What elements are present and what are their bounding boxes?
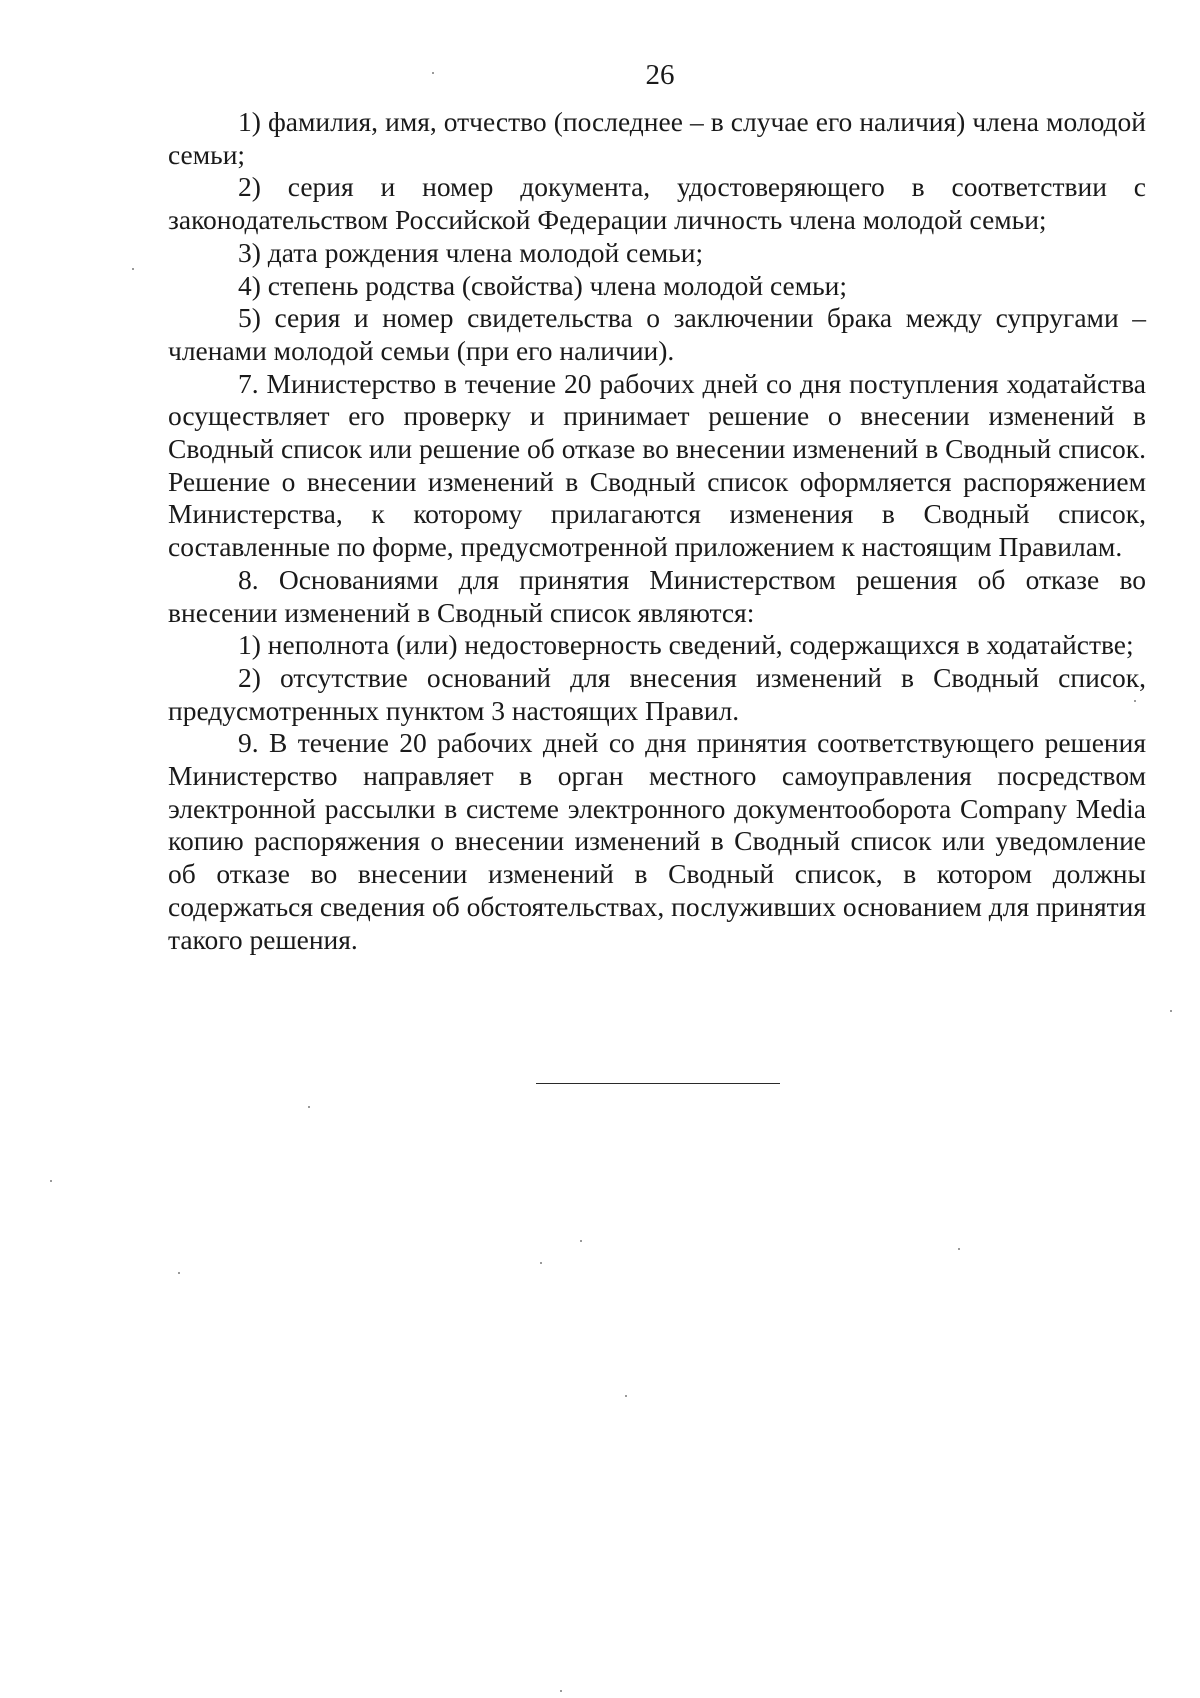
scan-speck [432,72,434,74]
scan-speck [958,1248,960,1250]
document-body [168,106,1146,956]
scan-speck [560,1690,562,1692]
clause-8-item-2: 2) отсутствие оснований для внесения изменений в Сводный список, предусмотренных пунктом 3 настоящих Правил. [168,661,1146,726]
clause-8-item-1: 1) неполнота (или) недостоверность сведений, содержащихся в ходатайстве; [238,629,1134,661]
list-item-full-name: 1) фамилия, имя, отчество (последнее – в случае его наличия) члена молодой семьи; [168,106,1146,170]
scan-speck [1170,1010,1172,1012]
scan-speck [178,1272,180,1274]
scan-speck [308,1106,310,1108]
scan-speck [132,268,134,270]
scan-speck [50,1180,52,1182]
scan-speck [1134,700,1136,702]
scan-speck [625,1395,627,1397]
scan-speck [540,1262,542,1264]
end-separator-line [536,1083,780,1084]
clause-7: 7. Министерство в течение 20 рабочих дней со дня поступления ходатайства осуществляет его проверку и принимает решение о внесении изменений в Сводный список или решение об отказе во внесении изменений в Сводный список. Решение о внесении изменений в Сводный список оформляется распоряжением Министерства, к которому прилагаются изменения в Сводный список, составленные по форме, предусмотренной приложением к настоящим Правилам. [168,367,1146,563]
scan-speck [580,1240,582,1242]
clause-8: 8. Основаниями для принятия Министерством решения об отказе во внесении изменений в Сводный список являются: [168,563,1146,628]
list-item-id-document: 2) серия и номер документа, удостоверяющего в соответствии с законодательством Российской Федерации личность члена молодой семьи; [168,171,1146,236]
list-item-kinship: 4) степень родства (свойства) члена молодой семьи; [238,269,848,301]
list-item-marriage-certificate: 5) серия и номер свидетельства о заключении брака между супругами – членами молодой семьи (при его наличии). [168,302,1146,366]
page-number: 26 [645,59,675,91]
clause-9: 9. В течение 20 рабочих дней со дня принятия соответствующего решения Министерство направляет в орган местного самоуправления посредством электронной рассылки в системе электронного документооборота Company Media копию распоряжения о внесении изменений в Сводный список или уведомление об отказе во внесении изменений в Сводный список, в котором должны содержаться сведения об обстоятельствах, послуживших основанием для принятия такого решения. [168,727,1146,955]
list-item-birth-date: 3) дата рождения члена молодой семьи; [238,236,704,268]
